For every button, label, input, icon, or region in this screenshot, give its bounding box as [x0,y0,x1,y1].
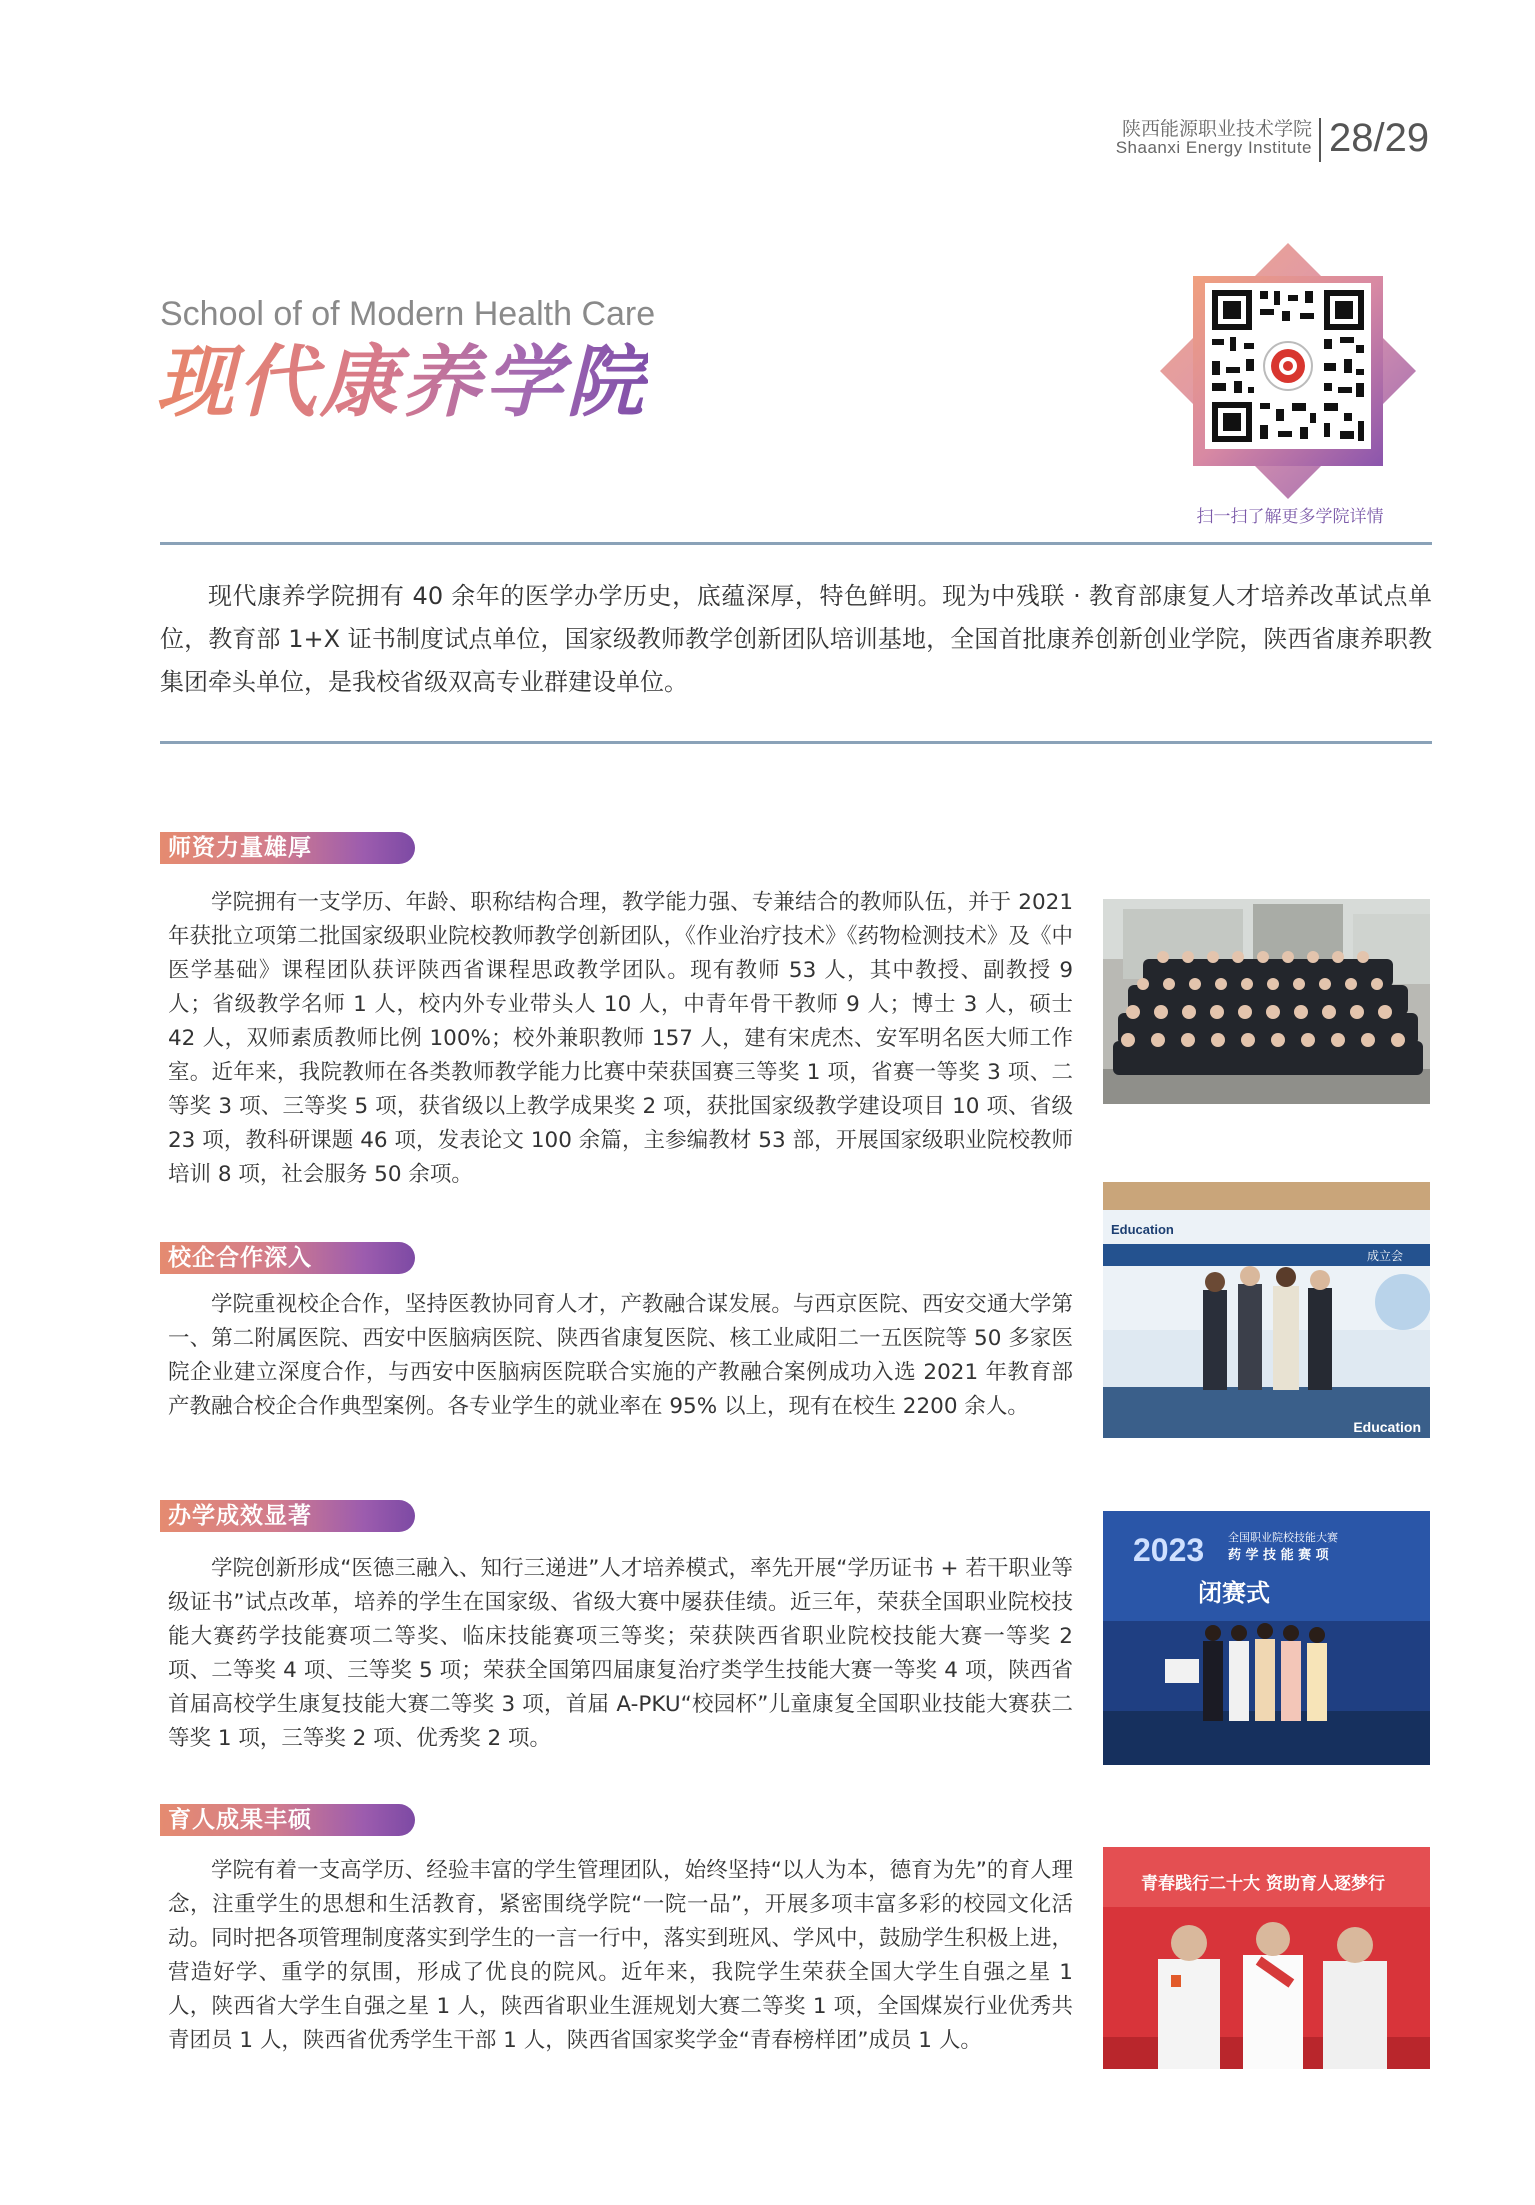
photo-competition-closing [1103,1511,1430,1765]
event-subtitle-1: 全国职业院校技能大赛 [1228,1531,1338,1544]
event-subtitle-2: 药 学 技 能 赛 项 [1228,1548,1329,1563]
banner-label: Education [1111,1222,1174,1237]
school-title-cn: 现代康养学院 [156,337,649,428]
qr-code-graphic [1160,243,1416,499]
qr-code[interactable] [1160,243,1416,499]
section-heading-label: 育人成果丰硕 [168,1807,312,1833]
section-text-achievements: 学院创新形成“医德三融入、知行三递进”人才培养模式，率先开展“学历证书 + 若干职业等级证书”试点改革，培养的学生在国家级、省级大赛中屡获佳绩。近三年，荣获全国职业院校技能大赛药学技能赛项二等奖、临床技能赛项三等奖；荣获陕西省职业院校技能大赛一等奖 2 项、二等奖 4 项、三等奖 5 项；荣获全国第四届康复治疗类学生技能大赛一等奖 4 项，陕西省首届高校学生康复技能大赛二等奖 3 项，首届 A-PKU“校园杯”儿童康复全国职业技能大赛获二等奖 1 项，三等奖 2 项、优秀奖 2 项。 [168,1556,1073,1751]
event-main-title: 闭赛式 [1198,1579,1270,1607]
photo-faculty-group [1103,899,1430,1104]
institute-name-en: Shaanxi Energy Institute [1115,138,1312,157]
section-heading-label: 校企合作深入 [168,1245,312,1271]
section-text-education: 学院有着一支高学历、经验丰富的学生管理团队，始终坚持“以人为本，德育为先”的育人理念，注重学生的思想和生活教育，紧密围绕学院“一院一品”，开展多项丰富多彩的校园文化活动。同时把各项管理制度落实到学生的一言一行中，落实到班风、学风中，鼓励学生积极上进，营造好学、重学的氛围，形成了优良的院风。近年来，我院学生荣获全国大学生自强之星 1 人，陕西省大学生自强之星 1 人，陕西省职业生涯规划大赛二等奖 1 项，全国煤炭行业优秀共青团员 1 人，陕西省优秀学生干部 1 人，陕西省国家奖学金“青春榜样团”成员 1 人。 [168,1858,1073,2053]
photo-student-award [1103,1847,1430,2069]
section-heading-education [160,1804,415,1836]
section-heading-faculty [160,832,415,864]
institute-name-cn: 陕西能源职业技术学院 [1121,118,1312,140]
section-heading-label: 办学成效显著 [168,1503,312,1529]
section-text-cooperation: 学院重视校企合作，坚持医教协同育人才，产教融合谋发展。与西京医院、西安交通大学第一、第二附属医院、西安中医脑病医院、陕西省康复医院、核工业咸阳二一五医院等 50 多家医院企业建立深度合作，与西安中医脑病医院联合实施的产教融合案例成功入选 2021 年教育部产教融合校企合作典型案例。各专业学生的就业率在 95% 以上，现有在校生 2200 余人。 [168,1292,1073,1419]
divider-bottom [160,741,1432,744]
divider-top [160,542,1432,545]
school-title-en: School of of Modern Health Care [160,295,656,333]
intro-paragraph: 现代康养学院拥有 40 余年的医学办学历史，底蕴深厚，特色鲜明。现为中残联 · 教育部康复人才培养改革试点单位，教育部 1+X 证书制度试点单位，国家级教师教学创新团队培训基地，全国首批康养创新创业学院，陕西省康养职教集团牵头单位，是我校省级双高专业群建设单位。 [160,582,1432,696]
event-year: 2023 [1133,1532,1205,1568]
footer-label: Education [1353,1419,1421,1435]
ceremony-label: 成立会 [1366,1249,1403,1263]
qr-caption: 扫一扫了解更多学院详情 [1196,507,1384,527]
header-divider [1319,118,1321,162]
section-heading-achievements [160,1500,415,1532]
section-heading-label: 师资力量雄厚 [168,835,312,861]
section-text-faculty: 学院拥有一支学历、年龄、职称结构合理，教学能力强、专兼结合的教师队伍，并于 2021 年获批立项第二批国家级职业院校教师教学创新团队，《作业治疗技术》《药物检测技术》及《中医学基础》课程团队获评陕西省课程思政教学团队。现有教师 53 人，其中教授、副教授 9 人；省级教学名师 1 人，校内外专业带头人 10 人，中青年骨干教师 9 人；博士 3 人，硕士 42 人，双师素质教师比例 100%；校外兼职教师 157 人，建有宋虎杰、安军明名医大师工作室。近年来，我院教师在各类教师教学能力比赛中荣获国赛三等奖 1 项，省赛一等奖 3 项、二等奖 3 项、三等奖 5 项，获省级以上教学成果奖 2 项，获批国家级教学建设项目 10 项、省级 23 项，教科研课题 46 项，发表论文 100 余篇，主参编教材 53 部，开展国家级职业院校教师培训 8 项，社会服务 50 余项。 [168,890,1073,1187]
slogan-label: 青春践行二十大 资助育人逐梦行 [1141,1874,1385,1894]
page-number: 28/29 [1329,116,1430,160]
photo-cooperation-meeting [1103,1182,1430,1438]
section-heading-cooperation [160,1242,415,1274]
